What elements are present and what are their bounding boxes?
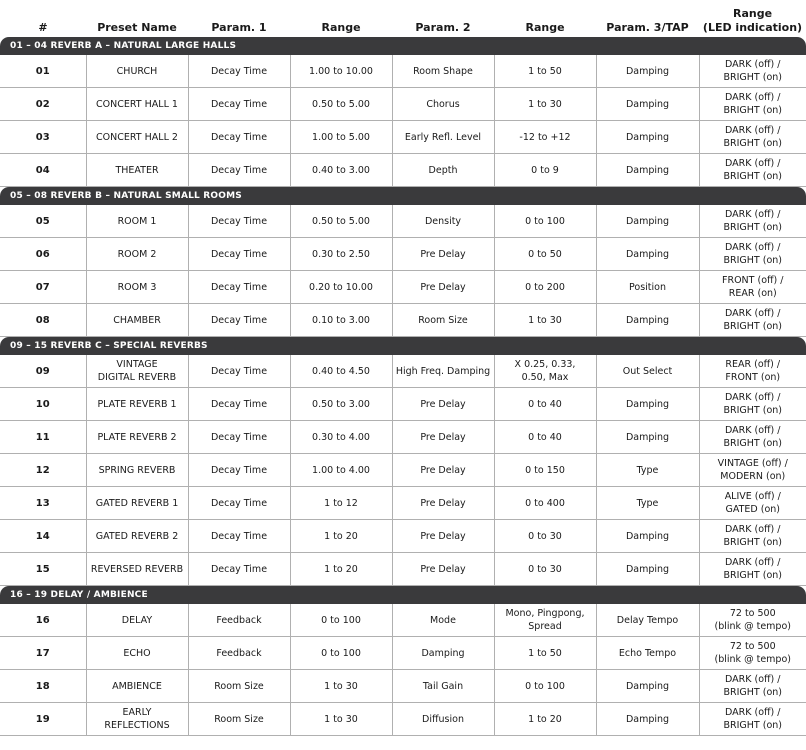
param1-name: Decay Time <box>188 205 290 238</box>
preset-number: 14 <box>0 520 86 553</box>
param1-range: 0.50 to 5.00 <box>290 205 392 238</box>
led-range: DARK (off) / BRIGHT (on) <box>699 703 806 736</box>
param2-name: Pre Delay <box>392 271 494 304</box>
led-range: DARK (off) / BRIGHT (on) <box>699 88 806 121</box>
param1-name: Room Size <box>188 703 290 736</box>
param2-range: 1 to 30 <box>494 304 596 337</box>
param3-name: Damping <box>596 238 699 271</box>
param1-range: 1.00 to 5.00 <box>290 121 392 154</box>
param3-name: Damping <box>596 703 699 736</box>
preset-number: 02 <box>0 88 86 121</box>
section-title: 05 – 08 REVERB B – NATURAL SMALL ROOMS <box>0 187 806 206</box>
preset-name: AMBIENCE <box>86 670 188 703</box>
led-range: DARK (off) / BRIGHT (on) <box>699 304 806 337</box>
table-row <box>0 88 806 121</box>
param1-name: Decay Time <box>188 88 290 121</box>
param2-name: Pre Delay <box>392 487 494 520</box>
param2-name: Early Refl. Level <box>392 121 494 154</box>
col-param1-header: Param. 1 <box>211 21 267 34</box>
param1-name: Decay Time <box>188 388 290 421</box>
table-row <box>0 487 806 520</box>
col-param2-header: Param. 2 <box>415 21 471 34</box>
led-range: FRONT (off) / REAR (on) <box>699 271 806 304</box>
param2-range: 1 to 50 <box>494 637 596 670</box>
preset-name: PLATE REVERB 1 <box>86 388 188 421</box>
preset-name: PLATE REVERB 2 <box>86 421 188 454</box>
param2-name: Room Size <box>392 304 494 337</box>
led-range: DARK (off) / BRIGHT (on) <box>699 205 806 238</box>
section-title: 01 – 04 REVERB A – NATURAL LARGE HALLS <box>0 37 806 55</box>
preset-number: 06 <box>0 238 86 271</box>
led-range: DARK (off) / BRIGHT (on) <box>699 520 806 553</box>
preset-name: EARLY REFLECTIONS <box>86 703 188 736</box>
table-row <box>0 154 806 187</box>
led-range: ALIVE (off) / GATED (on) <box>699 487 806 520</box>
table-body <box>0 37 806 736</box>
param3-name: Position <box>596 271 699 304</box>
param1-range: 0.50 to 5.00 <box>290 88 392 121</box>
param2-range: 0 to 400 <box>494 487 596 520</box>
table-row <box>0 553 806 586</box>
col-param1-range-header: Range <box>321 21 361 34</box>
param1-range: 1 to 20 <box>290 520 392 553</box>
col-param3-header: Param. 3/TAP <box>606 21 689 34</box>
param1-name: Decay Time <box>188 553 290 586</box>
preset-number: 12 <box>0 454 86 487</box>
table-row <box>0 388 806 421</box>
param3-name: Damping <box>596 55 699 88</box>
param1-name: Decay Time <box>188 55 290 88</box>
param2-name: Mode <box>392 604 494 637</box>
param1-range: 1 to 30 <box>290 670 392 703</box>
param1-name: Decay Time <box>188 421 290 454</box>
param3-name: Damping <box>596 520 699 553</box>
led-range: DARK (off) / BRIGHT (on) <box>699 553 806 586</box>
param2-range: 1 to 20 <box>494 703 596 736</box>
param1-range: 0 to 100 <box>290 604 392 637</box>
led-range: DARK (off) / BRIGHT (on) <box>699 421 806 454</box>
param1-range: 0.20 to 10.00 <box>290 271 392 304</box>
preset-name: CONCERT HALL 2 <box>86 121 188 154</box>
preset-name: REVERSED REVERB <box>86 553 188 586</box>
param3-name: Type <box>596 487 699 520</box>
param1-name: Decay Time <box>188 271 290 304</box>
section-header-row <box>0 37 806 55</box>
param2-name: Pre Delay <box>392 388 494 421</box>
col-param2-range-header: Range <box>525 21 565 34</box>
param3-name: Damping <box>596 421 699 454</box>
param2-name: Density <box>392 205 494 238</box>
param2-name: Depth <box>392 154 494 187</box>
param1-range: 1 to 12 <box>290 487 392 520</box>
param3-name: Out Select <box>596 355 699 388</box>
preset-number: 13 <box>0 487 86 520</box>
table-row <box>0 304 806 337</box>
param2-name: Pre Delay <box>392 520 494 553</box>
param1-name: Decay Time <box>188 487 290 520</box>
led-range: REAR (off) / FRONT (on) <box>699 355 806 388</box>
param3-name: Damping <box>596 388 699 421</box>
led-range: DARK (off) / BRIGHT (on) <box>699 238 806 271</box>
param1-range: 0.50 to 3.00 <box>290 388 392 421</box>
table-row <box>0 355 806 388</box>
param3-name: Type <box>596 454 699 487</box>
preset-name: ECHO <box>86 637 188 670</box>
param1-name: Room Size <box>188 670 290 703</box>
preset-number: 16 <box>0 604 86 637</box>
col-led-range-header: Range (LED indication) <box>702 7 803 34</box>
preset-name: ROOM 3 <box>86 271 188 304</box>
param2-range: 0 to 150 <box>494 454 596 487</box>
param2-range: 0 to 30 <box>494 520 596 553</box>
param2-name: Damping <box>392 637 494 670</box>
param1-name: Feedback <box>188 637 290 670</box>
led-range: 72 to 500 (blink @ tempo) <box>699 637 806 670</box>
param1-name: Decay Time <box>188 304 290 337</box>
param2-name: High Freq. Damping <box>392 355 494 388</box>
preset-name: CHURCH <box>86 55 188 88</box>
table-row <box>0 670 806 703</box>
preset-number: 03 <box>0 121 86 154</box>
param2-range: 0 to 100 <box>494 670 596 703</box>
table-row <box>0 271 806 304</box>
param2-range: 0 to 9 <box>494 154 596 187</box>
preset-name: THEATER <box>86 154 188 187</box>
led-range: DARK (off) / BRIGHT (on) <box>699 154 806 187</box>
preset-number: 19 <box>0 703 86 736</box>
param3-name: Damping <box>596 121 699 154</box>
preset-number: 17 <box>0 637 86 670</box>
preset-number: 01 <box>0 55 86 88</box>
param1-range: 0.10 to 3.00 <box>290 304 392 337</box>
param1-range: 1 to 20 <box>290 553 392 586</box>
section-header-row <box>0 187 806 206</box>
param3-name: Damping <box>596 205 699 238</box>
preset-number: 15 <box>0 553 86 586</box>
param2-range: 0 to 40 <box>494 421 596 454</box>
preset-number: 09 <box>0 355 86 388</box>
table-row <box>0 637 806 670</box>
param1-name: Decay Time <box>188 154 290 187</box>
param2-name: Diffusion <box>392 703 494 736</box>
param1-range: 0.30 to 2.50 <box>290 238 392 271</box>
preset-number: 10 <box>0 388 86 421</box>
led-range: DARK (off) / BRIGHT (on) <box>699 388 806 421</box>
preset-name: DELAY <box>86 604 188 637</box>
led-range: DARK (off) / BRIGHT (on) <box>699 55 806 88</box>
preset-name: ROOM 1 <box>86 205 188 238</box>
preset-name: CONCERT HALL 1 <box>86 88 188 121</box>
table-header <box>0 0 806 37</box>
param1-range: 0 to 100 <box>290 637 392 670</box>
param1-name: Feedback <box>188 604 290 637</box>
table-row <box>0 55 806 88</box>
table-row <box>0 604 806 637</box>
param1-range: 0.40 to 3.00 <box>290 154 392 187</box>
param3-name: Delay Tempo <box>596 604 699 637</box>
led-range: VINTAGE (off) / MODERN (on) <box>699 454 806 487</box>
param3-name: Damping <box>596 553 699 586</box>
param1-name: Decay Time <box>188 238 290 271</box>
preset-name: SPRING REVERB <box>86 454 188 487</box>
param1-range: 1.00 to 4.00 <box>290 454 392 487</box>
param2-range: 0 to 40 <box>494 388 596 421</box>
param1-range: 0.30 to 4.00 <box>290 421 392 454</box>
preset-number: 04 <box>0 154 86 187</box>
led-range: DARK (off) / BRIGHT (on) <box>699 121 806 154</box>
param2-range: 0 to 30 <box>494 553 596 586</box>
param2-range: 0 to 100 <box>494 205 596 238</box>
param2-range: 0 to 200 <box>494 271 596 304</box>
param3-name: Damping <box>596 670 699 703</box>
preset-name: GATED REVERB 1 <box>86 487 188 520</box>
led-range: DARK (off) / BRIGHT (on) <box>699 670 806 703</box>
section-header-row <box>0 586 806 605</box>
param2-range: X 0.25, 0.33, 0.50, Max <box>494 355 596 388</box>
table-row <box>0 520 806 553</box>
param2-name: Pre Delay <box>392 238 494 271</box>
param1-range: 1 to 30 <box>290 703 392 736</box>
col-preset-name-header: Preset Name <box>97 21 177 34</box>
table-row <box>0 454 806 487</box>
param1-range: 1.00 to 10.00 <box>290 55 392 88</box>
param1-range: 0.40 to 4.50 <box>290 355 392 388</box>
param2-range: 0 to 50 <box>494 238 596 271</box>
param2-range: 1 to 50 <box>494 55 596 88</box>
param2-range: 1 to 30 <box>494 88 596 121</box>
preset-name: GATED REVERB 2 <box>86 520 188 553</box>
param3-name: Damping <box>596 304 699 337</box>
section-title: 16 – 19 DELAY / AMBIENCE <box>0 586 806 605</box>
preset-number: 05 <box>0 205 86 238</box>
param1-name: Decay Time <box>188 520 290 553</box>
param2-range: -12 to +12 <box>494 121 596 154</box>
table-row <box>0 238 806 271</box>
param3-name: Damping <box>596 154 699 187</box>
preset-number: 07 <box>0 271 86 304</box>
param2-name: Chorus <box>392 88 494 121</box>
section-title: 09 – 15 REVERB C – SPECIAL REVERBS <box>0 337 806 356</box>
preset-number: 08 <box>0 304 86 337</box>
param2-name: Pre Delay <box>392 421 494 454</box>
param2-name: Pre Delay <box>392 454 494 487</box>
param1-name: Decay Time <box>188 121 290 154</box>
preset-number: 11 <box>0 421 86 454</box>
table-row <box>0 205 806 238</box>
param2-name: Room Shape <box>392 55 494 88</box>
col-number-header: # <box>38 21 48 34</box>
section-header-row <box>0 337 806 356</box>
table-row <box>0 421 806 454</box>
param2-name: Pre Delay <box>392 553 494 586</box>
param1-name: Decay Time <box>188 454 290 487</box>
led-range: 72 to 500 (blink @ tempo) <box>699 604 806 637</box>
table-row <box>0 703 806 736</box>
preset-number: 18 <box>0 670 86 703</box>
param2-range: Mono, Pingpong, Spread <box>494 604 596 637</box>
preset-name: VINTAGE DIGITAL REVERB <box>86 355 188 388</box>
param3-name: Echo Tempo <box>596 637 699 670</box>
param2-name: Tail Gain <box>392 670 494 703</box>
preset-name: ROOM 2 <box>86 238 188 271</box>
param3-name: Damping <box>596 88 699 121</box>
preset-name: CHAMBER <box>86 304 188 337</box>
table-row <box>0 121 806 154</box>
param1-name: Decay Time <box>188 355 290 388</box>
